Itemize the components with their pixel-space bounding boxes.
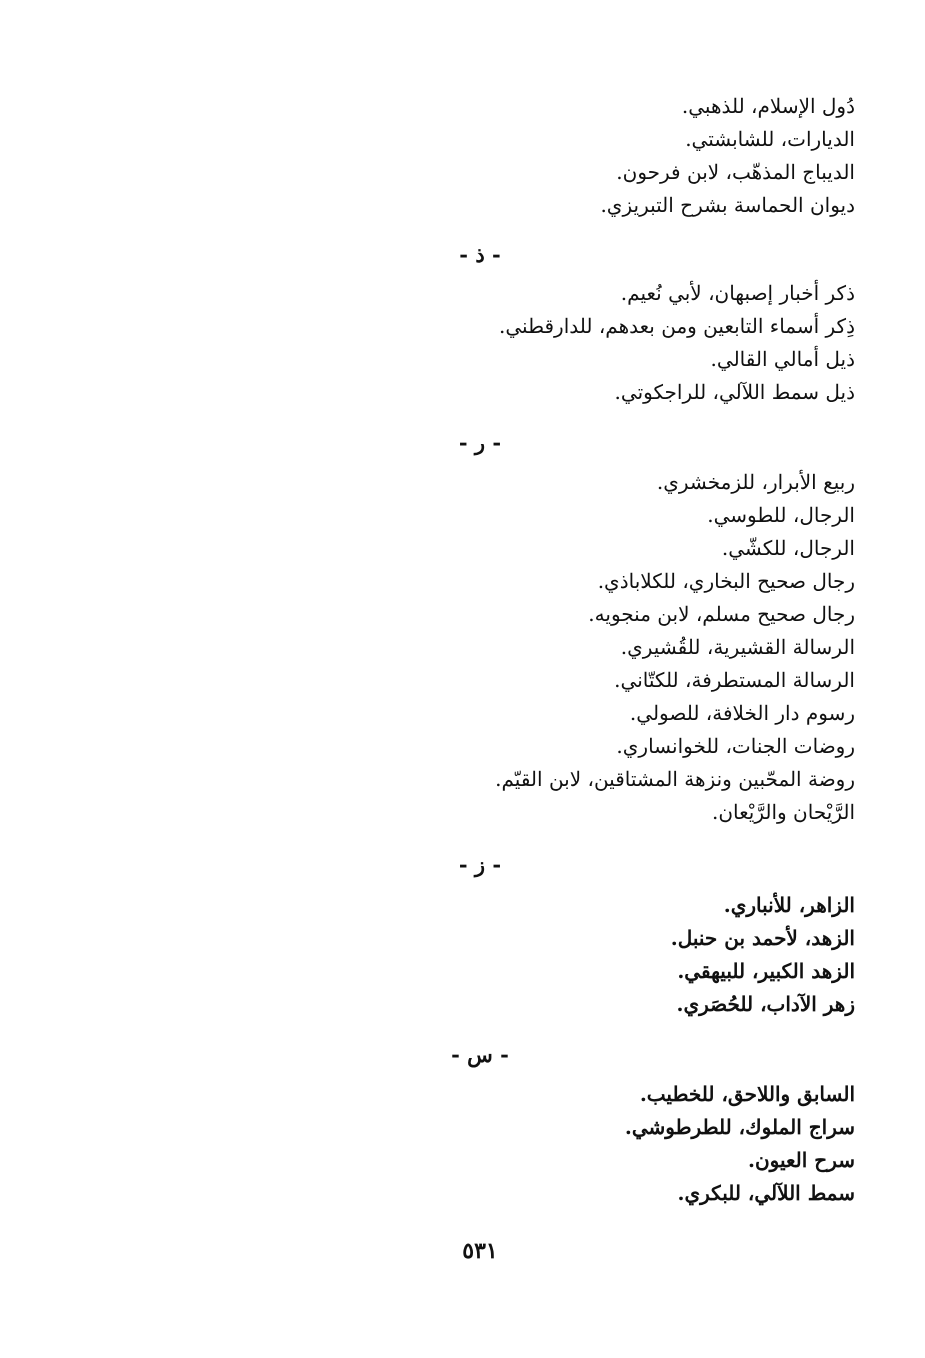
list-item: الرسالة المستطرفة، للكتّاني. [614,668,855,692]
section-zay-list [335,889,855,1021]
list-item: الرجال، للطوسي. [707,503,855,527]
list-item: رجال صحيح البخاري، للكلاباذي. [597,569,855,593]
list-item: السابق واللاحق، للخطيب. [639,1082,855,1106]
page-number: ٥٣١ [462,1238,498,1264]
list-item: رجال صحيح مسلم، لابن منجويه. [588,602,855,626]
section-dal-list [335,90,855,222]
list-item: الزهد، لأحمد بن حنبل. [670,926,855,950]
section-sin-list [335,1078,855,1210]
list-item: ربيع الأبرار، للزمخشري. [656,470,855,494]
list-item: ذيل سمط اللآلي، للراجكوتي. [614,380,855,404]
list-item: ذِكر أسماء التابعين ومن بعدهم، للدارقطني. [499,314,855,338]
list-item: ذيل أمالي القالي. [710,347,855,371]
section-heading-zay: - ز - [458,852,502,877]
section-heading-dhal: - ذ - [459,242,501,267]
list-item: ديوان الحماسة بشرح التبريزي. [600,193,855,217]
list-item: ذكر أخبار إصبهان، لأبي نُعيم. [620,281,855,305]
list-item: الرَّيْحان والرَّيْعان. [712,800,855,824]
list-item: الرسالة القشيرية، للقُشيري. [620,635,855,659]
list-item: الرجال، للكشّي. [721,536,855,560]
list-item: سراج الملوك، للطرطوشي. [624,1115,855,1139]
list-item: الزاهر، للأنباري. [723,893,855,917]
list-item: الزهد الكبير، للبيهقي. [677,959,855,983]
section-heading-ra: - ر - [458,430,502,455]
list-item: روضة المحّبين ونزهة المشتاقين، لابن القيّم. [495,767,855,791]
section-heading-sin: - س - [451,1042,509,1067]
list-item: زهر الآداب، للحُصَري. [676,992,855,1016]
section-dhal-list [335,277,855,409]
list-item: الديباج المذهّب، لابن فرحون. [616,160,855,184]
list-item: سرح العيون. [748,1148,855,1172]
section-ra-list [335,466,855,829]
list-item: روضات الجنات، للخوانساري. [616,734,855,758]
list-item: الديارات، للشابشتي. [685,127,855,151]
list-item: رسوم دار الخلافة، للصولي. [629,701,855,725]
list-item: سمط اللآلي، للبكري. [677,1181,855,1205]
list-item: دُول الإسلام، للذهبي. [681,94,855,118]
